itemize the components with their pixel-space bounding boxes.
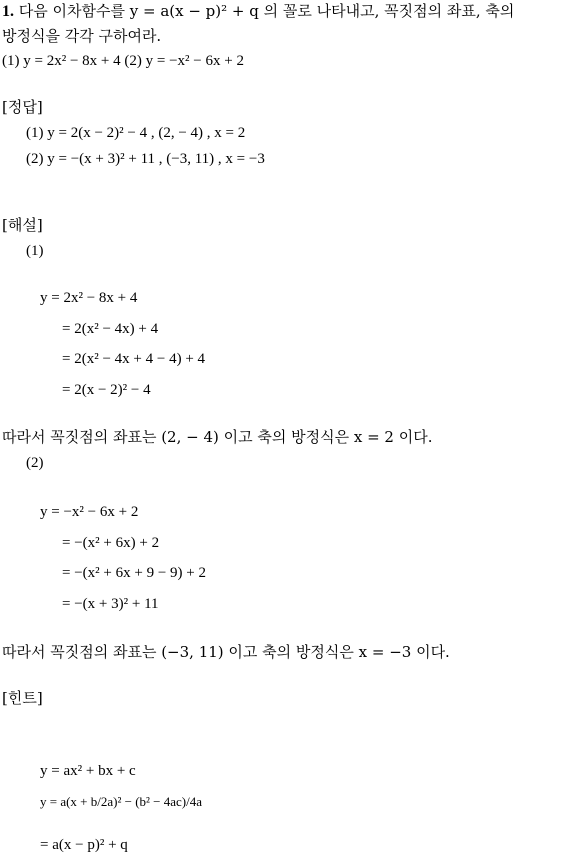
solution-part1-label: (1) xyxy=(26,243,44,259)
problem-number: 1. xyxy=(2,3,14,20)
hint-line-2: y = a(x + b/2a)² − (b² − 4ac)/4a xyxy=(40,794,203,809)
solution-heading: [해설] xyxy=(2,216,43,234)
problem-functions: (1) y = 2x² − 8x + 4 (2) y = −x² − 6x + 2 xyxy=(2,53,244,69)
solution-part1-step-1: y = 2x² − 8x + 4 xyxy=(40,290,138,306)
solution-part2-step-1: y = −x² − 6x + 2 xyxy=(40,504,139,520)
hint-line-1: y = ax² + bx + c xyxy=(40,763,136,779)
solution-part2-step-4: = −(x + 3)² + 11 xyxy=(62,596,159,612)
solution-part2-conclusion: 따라서 꼭짓점의 좌표는 (−3, 11) 이고 축의 방정식은 x = −3 이다. xyxy=(2,643,450,661)
answer-item-2: (2) y = −(x + 3)² + 11 , (−3, 11) , x = −3 xyxy=(26,151,265,167)
solution-part1-conclusion: 따라서 꼭짓점의 좌표는 (2, − 4) 이고 축의 방정식은 x = 2 이다. xyxy=(2,428,433,446)
solution-part2-step-2: = −(x² + 6x) + 2 xyxy=(62,535,160,551)
hint-line-3: = a(x − p)² + q xyxy=(40,837,128,853)
answer-item-1: (1) y = 2(x − 2)² − 4 , (2, − 4) , x = 2 xyxy=(26,125,246,141)
solution-part1-step-3: = 2(x² − 4x + 4 − 4) + 4 xyxy=(62,351,206,367)
solution-part2-step-3: = −(x² + 6x + 9 − 9) + 2 xyxy=(62,565,206,581)
problem-text-line2: 방정식을 각각 구하여라. xyxy=(2,27,162,45)
solution-part1-step-2: = 2(x² − 4x) + 4 xyxy=(62,321,159,337)
problem-text-line1: 다음 이차함수를 y = a(x − p)² + q 의 꼴로 나타내고, 꼭짓점의 좌표, 축의 xyxy=(18,2,515,20)
answer-heading: [정답] xyxy=(2,98,43,116)
problem-statement-line1 xyxy=(2,2,514,21)
solution-part1-step-4: = 2(x − 2)² − 4 xyxy=(62,382,151,398)
solution-part2-label: (2) xyxy=(26,455,44,471)
hint-heading: [힌트] xyxy=(2,689,43,707)
